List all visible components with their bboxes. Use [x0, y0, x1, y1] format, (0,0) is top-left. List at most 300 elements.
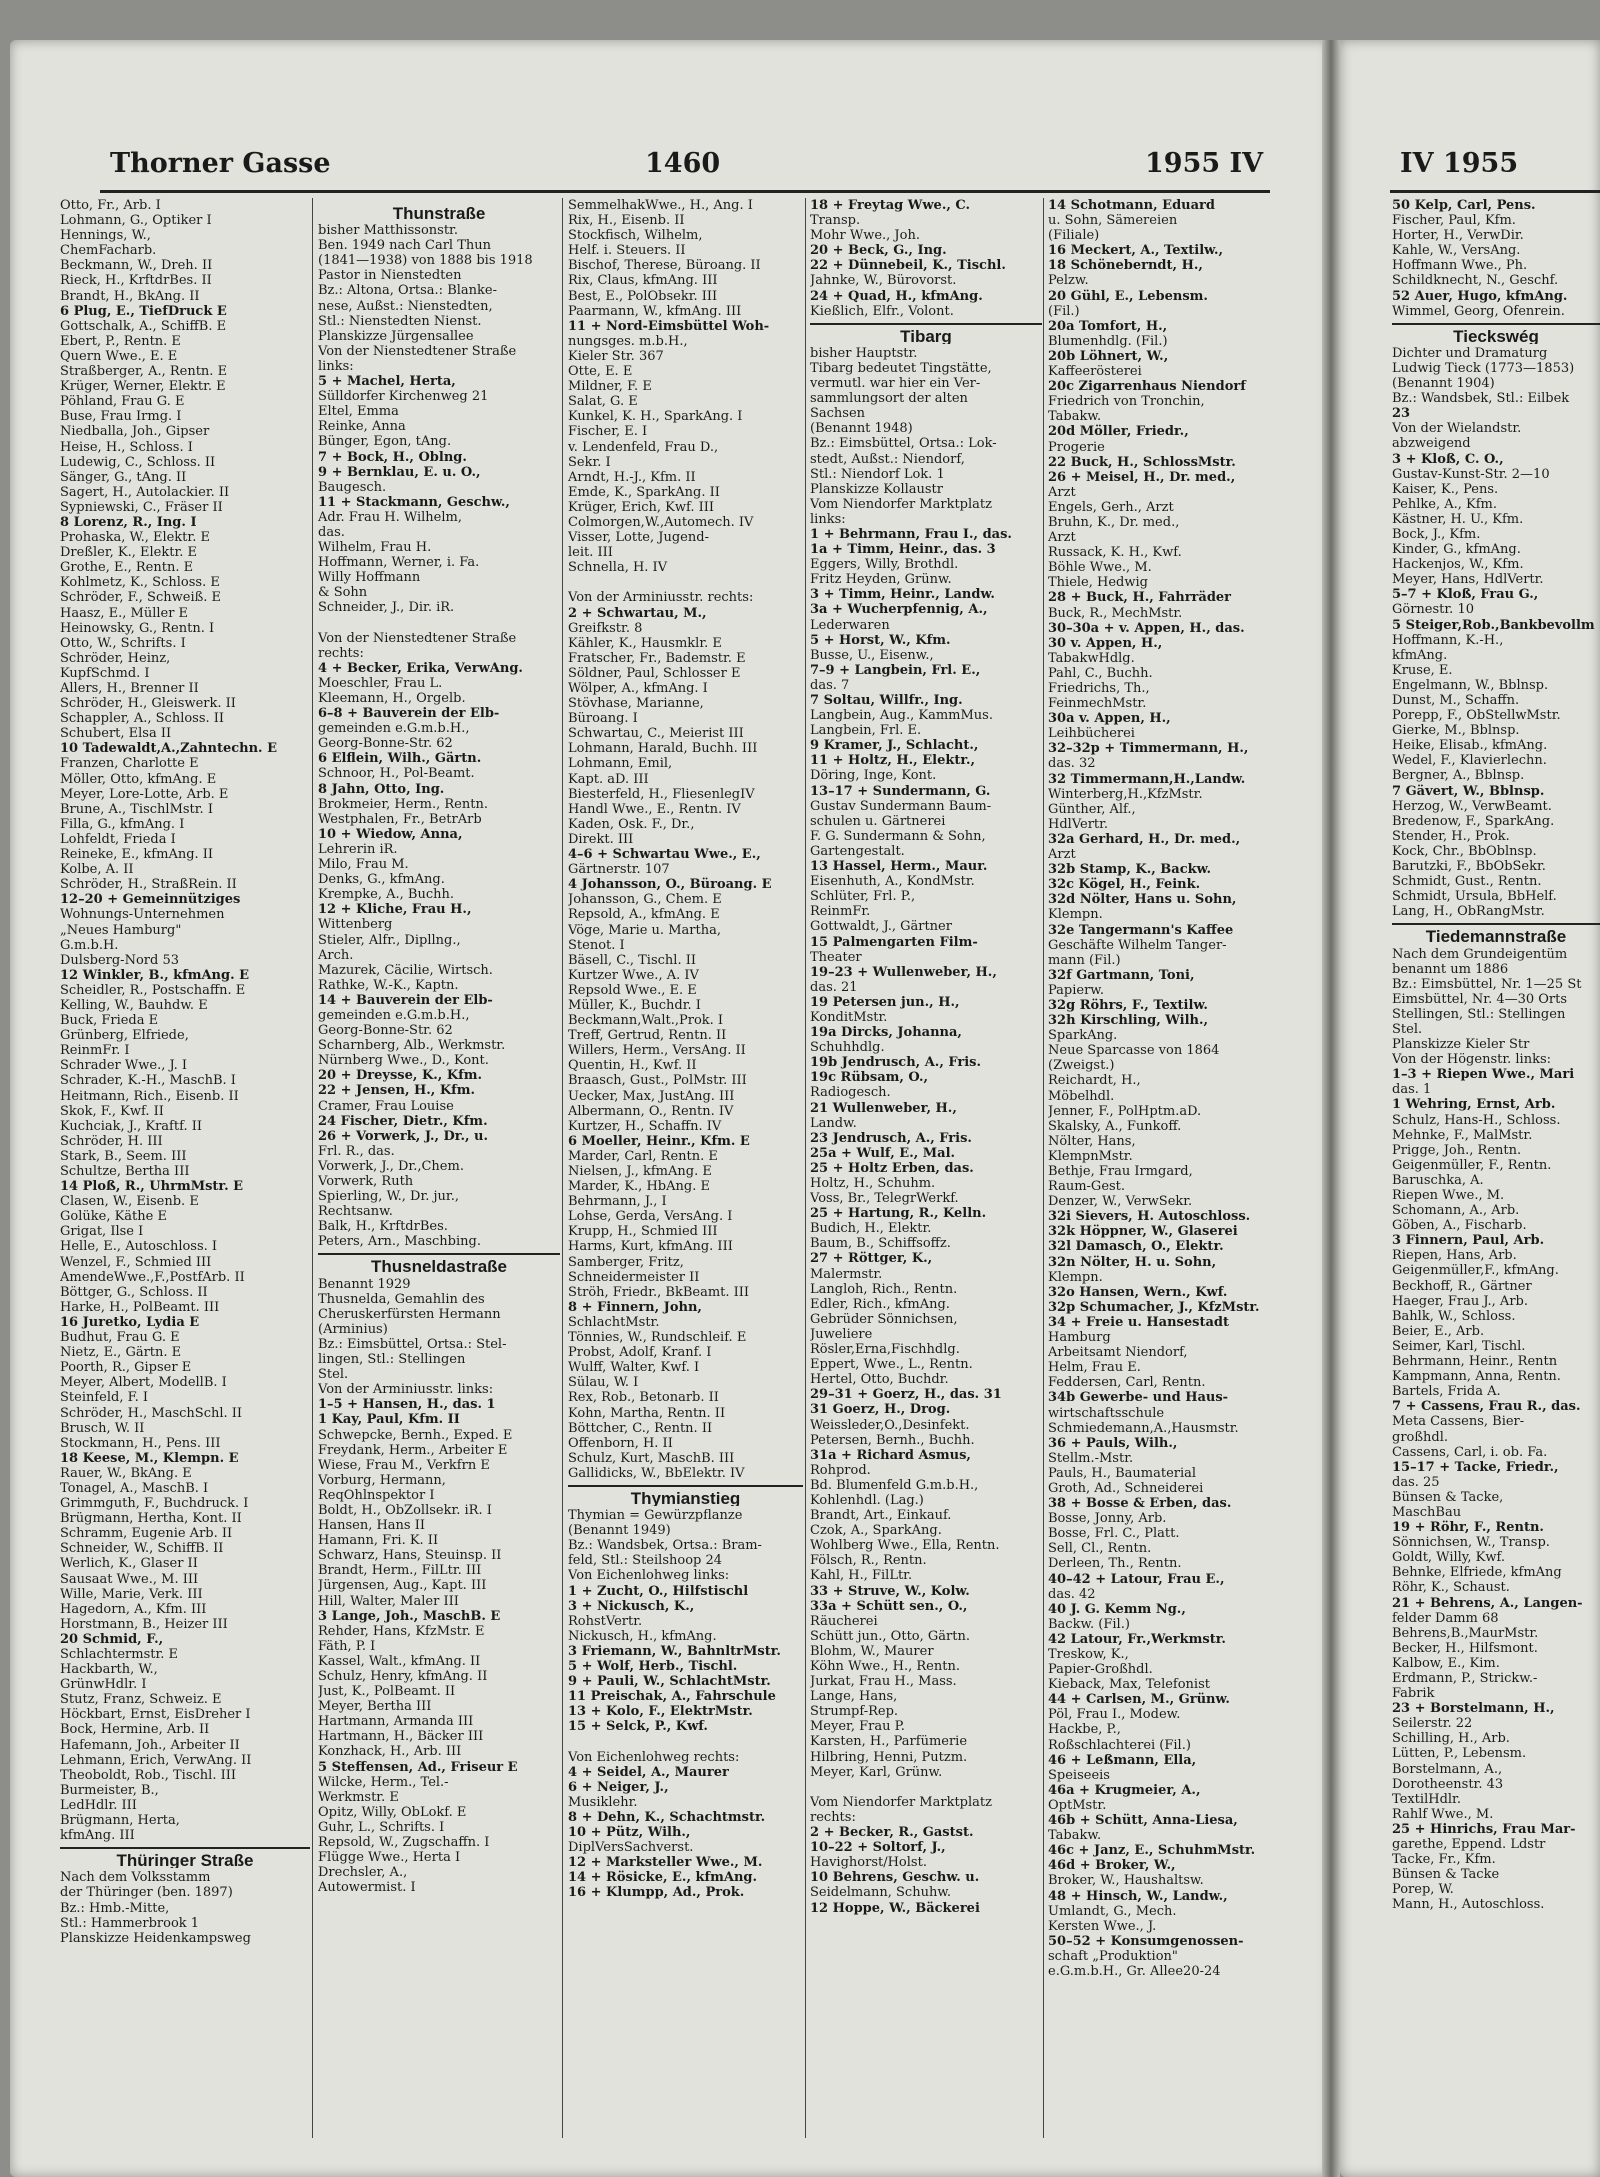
entry-line: Hansen, Hans II: [318, 1518, 425, 1534]
entry-line: SparkAng.: [1048, 1028, 1118, 1044]
entry-line: Bethje, Frau Irmgard,: [1048, 1164, 1193, 1179]
entry-line: 32d Nölter, Hans u. Sohn,: [1048, 892, 1237, 908]
entry-line: 1 Kay, Paul, Kfm. II: [318, 1412, 460, 1428]
entry-line: 46c + Janz, E., SchuhmMstr.: [1048, 1843, 1256, 1859]
entry-line: Busse, U., Eisenw.,: [810, 647, 934, 663]
entry-line: Spierling, W., Dr. jur.,: [318, 1189, 459, 1205]
entry-line: (Benannt 1948): [810, 421, 913, 437]
entry-line: Kolbe, A. II: [60, 862, 134, 878]
entry-line: Fischer, Paul, Kfm.: [1392, 213, 1516, 229]
entry-line: Von der Wielandstr.: [1392, 421, 1522, 437]
entry-line: ReinmFr. I: [60, 1043, 130, 1059]
entry-line: e.G.m.b.H., Gr. Allee20-24: [1048, 1963, 1221, 1979]
entry-line: 15–17 + Tacke, Friedr.,: [1392, 1459, 1559, 1475]
entry-line: Kaden, Osk. F., Dr.,: [568, 816, 695, 832]
entry-line: 18 + Freytag Wwe., C.: [810, 198, 971, 213]
entry-line: Schneider, W., SchiffB. II: [60, 1541, 224, 1557]
entry-line: Edler, Rich., kfmAng.: [810, 1296, 950, 1312]
entry-line: Derleen, Th., Rentn.: [1048, 1556, 1182, 1572]
entry-line: Raum-Gest.: [1048, 1179, 1126, 1195]
entry-line: Schmidt, Gust., Rentn.: [1392, 874, 1542, 890]
entry-line: Ebert, P., Rentn. E: [60, 333, 181, 349]
entry-line: Stl.: Hammerbrook 1: [60, 1915, 200, 1931]
entry-line: Seidelmann, Schuhw.: [810, 1885, 952, 1901]
entry-line: [568, 575, 803, 590]
entry-line: Wimmel, Georg, Ofenrein.: [1392, 303, 1565, 319]
entry-line: Prohaska, W., Elektr. E: [60, 530, 210, 546]
entry-line: Frl. R., das.: [318, 1143, 395, 1159]
entry-line: Hertel, Otto, Buchdr.: [810, 1372, 949, 1388]
entry-line: 5 + Machel, Herta,: [318, 374, 456, 390]
entry-line: (Benannt 1949): [568, 1523, 671, 1539]
entry-line: Handl Wwe., E., Rentn. IV: [568, 801, 741, 817]
entry-line: Schrader, K.-H., MaschB. I: [60, 1073, 236, 1089]
entry-line: Rösler,Erna,Fischhdlg.: [810, 1342, 960, 1358]
entry-line: Stenot. I: [568, 937, 625, 953]
entry-line: Meyer, Hans, HdlVertr.: [1392, 572, 1544, 588]
entry-line: Planskizze Heidenkampsweg: [60, 1930, 251, 1946]
entry-line: Schwepcke, Bernh., Exped. E: [318, 1427, 513, 1443]
entry-line: Rieck, H., KrftdrBes. II: [60, 273, 212, 289]
entry-line: Samberger, Fritz,: [568, 1254, 684, 1270]
entry-line: Gartengestalt.: [810, 843, 905, 859]
entry-line: Schlachtermstr. E: [60, 1647, 179, 1662]
entry-line: Barutzki, F., BbObSekr.: [1392, 859, 1546, 875]
entry-line: Brügmann, Hertha, Kont. II: [60, 1511, 242, 1527]
entry-line: Vorwerk, J., Dr.,Chem.: [318, 1158, 464, 1174]
entry-line: Baugesch.: [318, 479, 387, 495]
entry-line: Köhn Wwe., H., Rentn.: [810, 1659, 960, 1674]
entry-line: benannt um 1886: [1392, 961, 1509, 977]
entry-line: Groth, Ad., Schneiderei: [1048, 1480, 1204, 1496]
entry-line: SemmelhakWwe., H., Ang. I: [568, 198, 753, 213]
street-heading: Tiedemannstraße: [1392, 923, 1600, 944]
entry-line: Becker, H., Hilfsmont.: [1392, 1640, 1538, 1656]
entry-line: Adr. Frau H. Wilhelm,: [318, 509, 462, 525]
entry-line: 3a + Wucherpfennig, A.,: [810, 602, 988, 618]
entry-line: 25 + Holtz Erben, das.: [810, 1160, 974, 1176]
entry-line: 18 Keese, M., Klempn. E: [60, 1450, 239, 1466]
entry-line: Günther, Alf.,: [1048, 801, 1136, 817]
entry-line: Rix, H., Eisenb. II: [568, 213, 685, 229]
entry-line: Von der Arminiusstr. links:: [318, 1382, 494, 1398]
entry-line: 14 + Rösicke, E., kfmAng.: [568, 1870, 758, 1886]
entry-line: Otto, W., Schrifts. I: [60, 635, 186, 651]
entry-line: Wilcke, Herm., Tel.-: [318, 1774, 449, 1790]
entry-line: 22 Buck, H., SchlossMstr.: [1048, 454, 1236, 470]
entry-line: Pehlke, A., Kfm.: [1392, 496, 1497, 512]
entry-line: Harms, Kurt, kfmAng. III: [568, 1239, 733, 1255]
entry-line: Grimmguth, F., Buchdruck. I: [60, 1496, 249, 1512]
entry-line: Tibarg bedeutet Tingstätte,: [810, 360, 992, 376]
entry-line: Just, K., PolBeamt. II: [318, 1684, 456, 1700]
entry-line: Lohmann, G., Optiker I: [60, 213, 212, 229]
entry-line: 44 + Carlsen, M., Grünw.: [1048, 1692, 1230, 1708]
entry-line: Lehrerin iR.: [318, 841, 398, 857]
entry-line: 1 Wehring, Ernst, Arb.: [1392, 1097, 1556, 1113]
entry-line: Rix, Claus, kfmAng. III: [568, 273, 718, 289]
entry-line: gemeinden e.G.m.b.H.,: [318, 1007, 470, 1023]
entry-line: Krempke, A., Buchh.: [318, 887, 454, 903]
entry-line: 5 Steffensen, Ad., Friseur E: [318, 1759, 518, 1775]
entry-line: 11 + Nord-Eimsbüttel Woh-: [568, 318, 770, 334]
entry-line: Colmorgen,W.,Automech. IV: [568, 514, 754, 530]
entry-line: 1a + Timm, Heinr., das. 3: [810, 542, 996, 558]
street-entries: [810, 346, 1042, 1916]
entry-line: 11 + Stackmann, Geschw.,: [318, 494, 510, 510]
entry-line: Direkt. III: [568, 831, 634, 847]
entry-line: Kießlich, Elfr., Volont.: [810, 303, 954, 319]
entry-line: Guhr, L., Schrifts. I: [318, 1819, 445, 1835]
entry-line: 31 Goerz, H., Drog.: [810, 1402, 951, 1418]
entry-line: Leihbücherei: [1048, 726, 1135, 742]
entry-line: 32i Sievers, H. Autoschloss.: [1048, 1209, 1251, 1225]
entry-line: Geigenmüller, F., Rentn.: [1392, 1157, 1552, 1173]
entry-line: Sülau, W. I: [568, 1375, 639, 1391]
entry-line: 16 Meckert, A., Textilw.,: [1048, 243, 1224, 259]
entry-line: 7 Gävert, W., Bblnsp.: [1392, 783, 1545, 799]
entry-line: Budich, H., Elektr.: [810, 1221, 932, 1237]
entry-line: Goldt, Willy, Kwf.: [1392, 1550, 1505, 1566]
entry-line: Beckmann, W., Dreh. II: [60, 258, 213, 274]
entry-line: Röhr, K., Schaust.: [1392, 1580, 1510, 1596]
entry-line: 1 + Zucht, O., Hilfstischl: [568, 1583, 749, 1599]
entry-line: 36 + Pauls, Wilh.,: [1048, 1435, 1178, 1451]
entry-line: Hartmann, Armanda III: [318, 1714, 474, 1730]
entry-line: Westphalen, Fr., BetrArb: [318, 811, 482, 827]
entry-line: Dunst, M., Schaffn.: [1392, 693, 1520, 708]
entry-line: Baruschka, A.: [1392, 1172, 1484, 1188]
entry-line: das. 1: [1392, 1082, 1432, 1098]
entry-line: Haeger, Frau J., Arb.: [1392, 1293, 1528, 1309]
entry-line: 32n Nölter, H. u. Sohn,: [1048, 1254, 1217, 1270]
entry-line: das. 25: [1392, 1474, 1440, 1490]
entry-line: Reineke, E., kfmAng. II: [60, 847, 214, 863]
entry-line: Hoffmann, K.-H.,: [1392, 632, 1504, 648]
entry-line: Lange, Hans,: [810, 1689, 898, 1705]
entry-line: Bergner, A., Bblnsp.: [1392, 768, 1525, 784]
entry-line: Konzhack, H., Arb. III: [318, 1744, 462, 1760]
entry-line: Vom Niendorfer Marktplatz: [810, 496, 992, 512]
entry-line: garethe, Eppend. Ldstr: [1392, 1837, 1546, 1853]
entry-line: 26 + Meisel, H., Dr. med.,: [1048, 469, 1236, 485]
entry-line: Hafemann, Joh., Arbeiter II: [60, 1737, 240, 1753]
entry-line: Rex, Rob., Betonarb. II: [568, 1390, 719, 1406]
entry-line: 5–7 + Kloß, Frau G.,: [1392, 587, 1539, 603]
entry-line: Wenzel, F., Schmied III: [60, 1254, 212, 1270]
entry-line: 2 + Schwartau, M.,: [568, 605, 707, 621]
entry-line: Arzt: [1048, 847, 1076, 863]
entry-line: Vom Niendorfer Marktplatz: [810, 1794, 992, 1810]
entry-line: Horter, H., VerwDir.: [1392, 228, 1524, 244]
entry-line: Helle, E., Autoschloss. I: [60, 1239, 218, 1255]
entry-line: 3 + Timm, Heinr., Landw.: [810, 587, 995, 603]
entry-line: Bünsen & Tacke,: [1392, 1489, 1504, 1505]
entry-line: Speiseeis: [1048, 1767, 1110, 1783]
entry-line: Karsten, H., Parfümerie: [810, 1734, 968, 1750]
entry-line: Roßschlachterei (Fil.): [1048, 1737, 1191, 1753]
entry-line: Haasz, E., Müller E: [60, 605, 189, 621]
entry-list: [810, 198, 1042, 319]
entry-line: 20c Zigarrenhaus Niendorf: [1048, 379, 1246, 395]
entry-line: Theoboldt, Rob., Tischl. III: [60, 1767, 236, 1783]
entry-line: Kahle, W., VersAng.: [1392, 243, 1521, 259]
entry-line: Allers, H., Brenner II: [60, 681, 199, 696]
entry-line: der Thüringer (ben. 1897): [60, 1885, 233, 1901]
entry-line: Tonagel, A., MaschB. I: [60, 1480, 209, 1496]
entry-line: Meyer, Bertha III: [318, 1699, 432, 1715]
entry-line: Beckmann,Walt.,Prok. I: [568, 1013, 724, 1029]
entry-line: Stel.: [318, 1367, 349, 1383]
entry-line: Bz.: Wandsbek, Stl.: Eilbek: [1392, 391, 1570, 407]
entry-line: Rechtsanw.: [318, 1204, 393, 1220]
entry-line: 20 Gühl, E., Lebensm.: [1048, 288, 1208, 304]
entry-line: Kalbow, E., Kim.: [1392, 1655, 1500, 1671]
entry-line: Moeschler, Frau L.: [318, 675, 443, 691]
entry-line: Kurtzer, H., Schaffn. IV: [568, 1118, 722, 1134]
entry-line: Rathke, W.-K., Kaptn.: [318, 977, 459, 993]
entry-line: 33 + Struve, W., Kolw.: [810, 1583, 970, 1599]
entry-line: Krupp, H., Schmied III: [568, 1224, 718, 1240]
entry-line: Emde, K., SparkAng. II: [568, 484, 720, 500]
entry-line: Schröder, H., MaschSchl. II: [60, 1405, 243, 1421]
entry-line: Paarmann, W., kfmAng. III: [568, 303, 742, 319]
entry-line: Stl.: Nienstedten Nienst.: [318, 313, 482, 329]
entry-line: 22 + Jensen, H., Kfm.: [318, 1083, 476, 1099]
entry-line: 6 Plug, E., TiefDruck E: [60, 303, 227, 319]
entry-line: Meta Cassens, Bier-: [1392, 1414, 1525, 1430]
entry-line: Pöhland, Frau G. E: [60, 394, 185, 410]
entry-line: Von Eichenlohweg links:: [568, 1568, 730, 1584]
entry-line: [318, 616, 560, 631]
entry-line: Stutz, Franz, Schweiz. E: [60, 1692, 222, 1708]
entry-line: DiplVersSachverst.: [568, 1840, 694, 1856]
entry-line: Petersen, Bernh., Buchh.: [810, 1432, 975, 1448]
entry-line: Gierke, M., Bblnsp.: [1392, 723, 1520, 739]
entry-line: 12–20 + Gemeinnütziges: [60, 892, 241, 908]
entry-line: LedHdlr. III: [60, 1797, 137, 1813]
entry-line: 5 Steiger,Rob.,Bankbevollm: [1392, 617, 1595, 633]
entry-line: 14 Ploß, R., UhrmMstr. E: [60, 1179, 244, 1195]
entry-line: Gärtnerstr. 107: [568, 862, 670, 878]
entry-line: 10 + Wiedow, Anna,: [318, 826, 463, 842]
entry-line: Söldner, Paul, Schlosser E: [568, 665, 741, 681]
entry-line: GrünwHdlr. I: [60, 1677, 147, 1693]
entry-line: Planskizze Kollaustr: [810, 481, 943, 497]
entry-line: Grigat, Ilse I: [60, 1224, 144, 1240]
entry-line: ChemFacharb.: [60, 243, 157, 259]
entry-line: Kaiser, K., Pens.: [1392, 481, 1499, 497]
entry-line: Weissleder,O.,Desinfekt.: [810, 1417, 970, 1433]
entry-line: abzweigend: [1392, 436, 1471, 452]
entry-line: 31a + Richard Asmus,: [810, 1447, 971, 1463]
entry-line: 7 + Cassens, Frau R., das.: [1392, 1399, 1581, 1415]
entry-line: OptMstr.: [1048, 1797, 1107, 1813]
entry-line: Blumenhdlg. (Fil.): [1048, 333, 1168, 349]
entry-line: Rauer, W., BkAng. E: [60, 1465, 192, 1481]
entry-line: Kelling, W., Bauhdw. E: [60, 997, 208, 1013]
entry-line: Fabrik: [1392, 1686, 1435, 1702]
entry-line: Kampmann, Anna, Rentn.: [1392, 1369, 1561, 1385]
entry-line: Bz.: Eimsbüttel, Ortsa.: Stel-: [318, 1336, 507, 1352]
entry-line: Werlich, K., Glaser II: [60, 1556, 198, 1572]
entry-line: Papier-Großhdl.: [1048, 1662, 1153, 1678]
entry-line: Havighorst/Holst.: [810, 1855, 927, 1871]
entry-line: 46d + Broker, W.,: [1048, 1858, 1176, 1874]
entry-line: Holtz, H., Schuhm.: [810, 1176, 936, 1191]
entry-line: nese, Außst.: Nienstedten,: [318, 298, 493, 314]
entry-line: Nach dem Grundeigentüm: [1392, 946, 1568, 962]
entry-line: 32b Stamp, K., Backw.: [1048, 862, 1212, 878]
entry-line: Friedrich von Tronchin,: [1048, 394, 1205, 410]
entry-line: Sachsen: [810, 406, 866, 422]
entry-line: Drechsler, A.,: [318, 1865, 408, 1881]
entry-line: 20 + Beck, G., Ing.: [810, 243, 947, 259]
entry-line: Mann, H., Autoschloss.: [1392, 1897, 1545, 1913]
entry-line: 40–42 + Latour, Frau E.,: [1048, 1571, 1225, 1587]
entry-line: Schilling, H., Arb.: [1392, 1731, 1510, 1747]
entry-line: Schulz, Kurt, MaschB. III: [568, 1450, 735, 1466]
entry-line: Best, E., PolObsekr. III: [568, 288, 718, 304]
entry-line: 32g Röhrs, F., Textilw.: [1048, 997, 1208, 1013]
entry-line: lingen, Stl.: Stellingen: [318, 1352, 466, 1368]
entry-line: 7–9 + Langbein, Frl. E.,: [810, 662, 981, 678]
right-running-head-year: IV 1955: [1400, 148, 1519, 179]
entry-line: Bahlk, W., Schloss.: [1392, 1308, 1516, 1324]
entry-line: Mazurek, Cäcilie, Wirtsch.: [318, 962, 493, 978]
entry-line: Fritz Heyden, Grünw.: [810, 572, 952, 588]
entry-line: 14 + Bauverein der Elb-: [318, 992, 493, 1008]
entry-line: Helf. i. Steuers. II: [568, 243, 686, 259]
entry-line: Wille, Marie, Verk. III: [60, 1586, 203, 1602]
entry-line: 7 + Bock, H., Oblng.: [318, 449, 467, 465]
entry-line: feld, Stl.: Steilshoop 24: [568, 1553, 723, 1569]
entry-line: G.m.b.H.: [60, 937, 119, 953]
street-heading: Tieckswég: [1392, 323, 1600, 344]
entry-line: Vorwerk, Ruth: [318, 1174, 414, 1189]
entry-line: Pauls, H., Baumaterial: [1048, 1465, 1197, 1481]
entry-line: Radiogesch.: [810, 1085, 891, 1101]
entry-line: Vorburg, Hermann,: [318, 1472, 446, 1488]
entry-line: bisher Matthissonstr.: [318, 223, 458, 239]
entry-line: 32e Tangermann's Kaffee: [1048, 922, 1234, 938]
entry-line: Eltel, Emma: [318, 404, 399, 420]
entry-line: „Neues Hamburg": [60, 922, 182, 938]
entry-line: Kersten Wwe., J.: [1048, 1918, 1157, 1934]
entry-line: Behrmann, J., I: [568, 1194, 667, 1210]
entry-line: Uecker, Max, JustAng. III: [568, 1088, 735, 1104]
entry-line: Probst, Adolf, Kranf. I: [568, 1345, 712, 1361]
entry-line: AmendeWwe.,F.,PostfArb. II: [60, 1269, 245, 1285]
entry-line: Heise, H., Schloss. I: [60, 439, 193, 455]
entry-line: Franzen, Charlotte E: [60, 756, 199, 772]
entry-line: Schultze, Bertha III: [60, 1164, 190, 1179]
entry-line: Beckhoff, R., Gärtner: [1392, 1278, 1532, 1294]
entry-line: 8 + Finnern, John,: [568, 1299, 702, 1315]
entry-line: Cheruskerfürsten Hermann: [318, 1306, 501, 1322]
running-head-street: Thorner Gasse: [110, 148, 331, 179]
entry-line: Bz.: Hmb.-Mitte,: [60, 1900, 170, 1916]
entry-line: Dorotheenstr. 43: [1392, 1776, 1504, 1792]
entry-line: Hartmann, H., Bäcker III: [318, 1729, 484, 1745]
entry-line: (Arminius): [318, 1321, 388, 1337]
entry-line: Thusnelda, Gemahlin des: [318, 1291, 485, 1307]
entry-line: 9 Kramer, J., Schlacht.,: [810, 738, 979, 754]
entry-line: Gottschalk, A., SchiffB. E: [60, 318, 227, 334]
entry-line: 40 J. G. Kemm Ng.,: [1048, 1601, 1186, 1617]
entry-line: Peters, Arn., Maschbing.: [318, 1234, 481, 1250]
entry-line: Arbeitsamt Niendorf,: [1048, 1345, 1188, 1361]
entry-line: Grothe, E., Rentn. E: [60, 560, 194, 576]
entry-line: Von der Arminiusstr. rechts:: [568, 590, 754, 606]
entry-line: Bz.: Eimsbüttel, Nr. 1—25 St: [1392, 976, 1582, 992]
entry-line: Bd. Blumenfeld G.m.b.H.,: [810, 1477, 979, 1493]
entry-line: Bz.: Wandsbek, Ortsa.: Bram-: [568, 1538, 762, 1554]
entry-line: Steinfeld, F. I: [60, 1390, 148, 1406]
entry-line: Hilbring, Henni, Putzm.: [810, 1749, 968, 1765]
entry-line: Lehmann, Erich, VerwAng. II: [60, 1752, 252, 1768]
entry-line: Böttcher, C., Rentn. II: [568, 1420, 713, 1436]
entry-line: Von der Nienstedtener Straße: [318, 630, 517, 646]
entry-line: 8 Jahn, Otto, Ing.: [318, 781, 445, 797]
entry-line: Arndt, H.-J., Kfm. II: [568, 469, 696, 485]
entry-line: Höckbart, Ernst, EisDreher I: [60, 1707, 251, 1723]
entry-line: Langbein, Aug., KammMus.: [810, 708, 993, 724]
entry-line: Schröder, H., Gleiswerk. II: [60, 696, 236, 712]
entry-line: Repsold Wwe., E. E: [568, 982, 697, 998]
entry-line: Transp.: [810, 213, 861, 229]
entry-line: Progerie: [1048, 439, 1105, 455]
entry-line: Ben. 1949 nach Carl Thun: [318, 238, 491, 254]
entry-line: Hoffmann Wwe., Ph.: [1392, 258, 1528, 274]
entry-line: 12 Winkler, B., kfmAng. E: [60, 967, 250, 983]
entry-line: 30 v. Appen, H.,: [1048, 635, 1163, 651]
entry-line: Fölsch, R., Rentn.: [810, 1553, 927, 1569]
entry-line: Schmiedemann,A.,Hausmstr.: [1048, 1420, 1239, 1436]
entry-line: Stender, H., Prok.: [1392, 828, 1510, 844]
entry-line: 20a Tomfort, H.,: [1048, 318, 1168, 334]
entry-line: Hill, Walter, Maler III: [318, 1593, 459, 1609]
entry-line: 4 + Seidel, A., Maurer: [568, 1764, 729, 1780]
entry-line: 3 + Nickusch, K.,: [568, 1598, 695, 1614]
entry-list: [1048, 198, 1316, 1979]
entry-line: Scheidler, R., Postschaffn. E: [60, 982, 246, 998]
entry-line: Schulz, Henry, kfmAng. II: [318, 1669, 488, 1684]
entry-line: Mehnke, F., MalMstr.: [1392, 1127, 1533, 1143]
entry-line: MaschBau: [1392, 1504, 1462, 1520]
entry-line: 15 + Selck, P., Kwf.: [568, 1719, 708, 1735]
entry-line: Müller, K., Buchdr. I: [568, 997, 701, 1013]
entry-line: 13 + Kolo, F., ElektrMstr.: [568, 1704, 753, 1720]
entry-line: Pahl, C., Buchh.: [1048, 665, 1153, 681]
entry-line: Wohlberg Wwe., Ella, Rentn.: [810, 1538, 1000, 1554]
entry-line: 23 + Borstelmann, H.,: [1392, 1701, 1555, 1717]
entry-line: Kapt. aD. III: [568, 771, 649, 787]
entry-line: 9 + Bernklau, E. u. O.,: [318, 464, 481, 480]
entry-line: 6–8 + Bauverein der Elb-: [318, 706, 500, 722]
street-entries: [318, 223, 560, 1249]
entry-line: Otto, Fr., Arb. I: [60, 198, 161, 213]
entry-line: Russack, K. H., Kwf.: [1048, 545, 1182, 561]
entry-line: Wulff, Walter, Kwf. I: [568, 1360, 700, 1376]
column-5: [1048, 198, 1316, 2138]
entry-line: Denks, G., kfmAng.: [318, 872, 445, 888]
entry-line: Von der Nienstedtener Straße: [318, 343, 517, 359]
entry-line: kfmAng.: [1392, 647, 1448, 663]
entry-line: Hagedorn, A., Kfm. III: [60, 1601, 207, 1617]
entry-line: 4 Johansson, O., Büroang. E: [568, 877, 772, 893]
entry-line: bisher Hauptstr.: [810, 345, 918, 361]
